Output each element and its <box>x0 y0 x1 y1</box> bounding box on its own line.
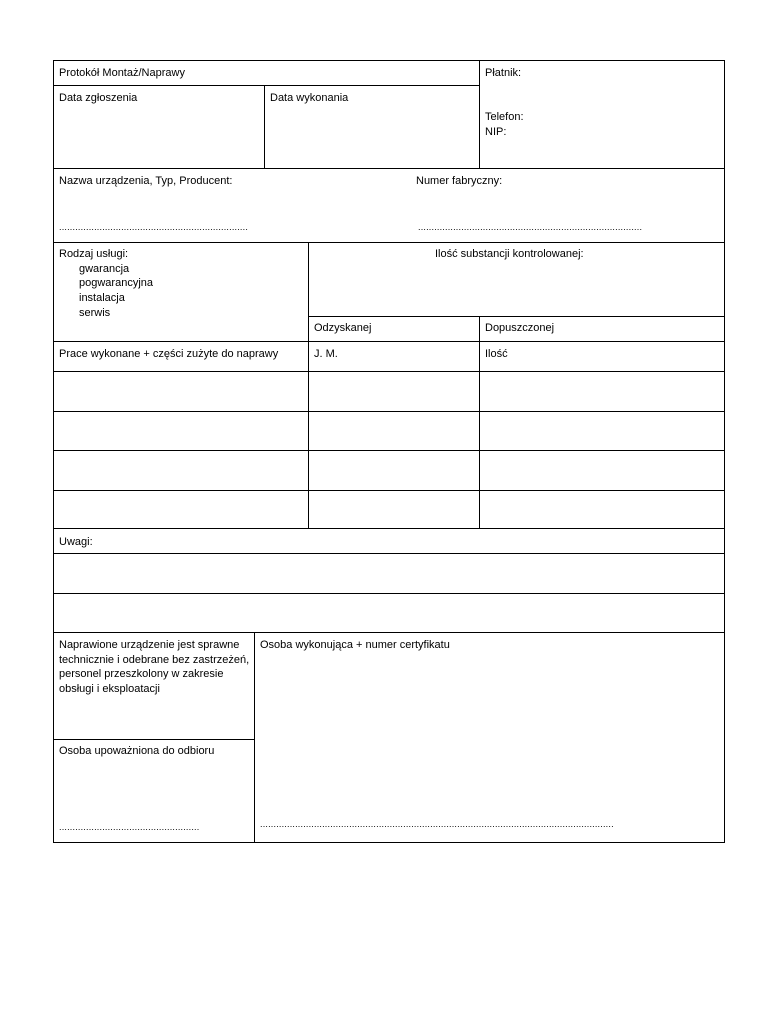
nip-label: NIP: <box>485 126 507 138</box>
performer-signature-dots: ................................................................................................................................... <box>260 819 614 829</box>
table-row-cell[interactable] <box>479 371 725 412</box>
serial-number-label: Numer fabryczny: <box>416 175 503 187</box>
remarks-line[interactable] <box>53 593 725 633</box>
table-row-cell[interactable] <box>53 411 309 451</box>
table-row-cell[interactable] <box>53 490 309 529</box>
table-row-cell[interactable] <box>308 450 480 491</box>
execution-date-label: Data wykonania <box>270 92 349 104</box>
recovered-label: Odzyskanej <box>314 322 372 334</box>
serial-number-dots: ................................................................................... <box>418 222 643 232</box>
table-row-cell[interactable] <box>479 490 725 529</box>
device-name-label: Nazwa urządzenia, Typ, Producent: <box>59 175 233 187</box>
table-row-cell[interactable] <box>479 411 725 451</box>
acceptance-statement: Naprawione urządzenie jest sprawne technicznie i odebrane bez zastrzeżeń, personel przeszkolony w zakresie obsługi i eksploatacji <box>59 639 250 695</box>
quantity-header-cell <box>479 341 725 372</box>
authorized-person-label: Osoba upoważniona do odbioru <box>59 745 215 757</box>
service-option[interactable]: instalacja <box>79 292 125 304</box>
unit-column-header: J. M. <box>314 348 338 360</box>
device-name-dots: ...................................................................... <box>59 222 249 232</box>
performer-label: Osoba wykonująca + numer certyfikatu <box>260 639 450 651</box>
service-option[interactable]: serwis <box>79 307 111 319</box>
remarks-line[interactable] <box>53 553 725 594</box>
remarks-label-cell <box>53 528 725 554</box>
report-date-label: Data zgłoszenia <box>59 92 138 104</box>
authorized-signature-dots: .................................................... <box>59 822 200 832</box>
table-row-cell[interactable] <box>53 371 309 412</box>
performer-cell[interactable] <box>254 632 725 843</box>
service-option[interactable]: pogwarancyjna <box>79 277 153 289</box>
service-option[interactable]: gwarancja <box>79 263 130 275</box>
works-column-header: Prace wykonane + części zużyte do naprawy <box>59 348 279 360</box>
table-row-cell[interactable] <box>53 450 309 491</box>
table-row-cell[interactable] <box>308 490 480 529</box>
table-row-cell[interactable] <box>308 411 480 451</box>
remarks-label: Uwagi: <box>59 536 93 548</box>
quantity-column-header: Ilość <box>485 348 508 360</box>
form-title: Protokół Montaż/Naprawy <box>59 67 185 79</box>
phone-label: Telefon: <box>485 111 524 123</box>
service-type-label: Rodzaj usługi: <box>59 248 129 260</box>
payer-label: Płatnik: <box>485 67 522 79</box>
table-row-cell[interactable] <box>308 371 480 412</box>
table-row-cell[interactable] <box>479 450 725 491</box>
allowed-label: Dopuszczonej <box>485 322 555 334</box>
substance-label: Ilość substancji kontrolowanej: <box>435 248 584 260</box>
